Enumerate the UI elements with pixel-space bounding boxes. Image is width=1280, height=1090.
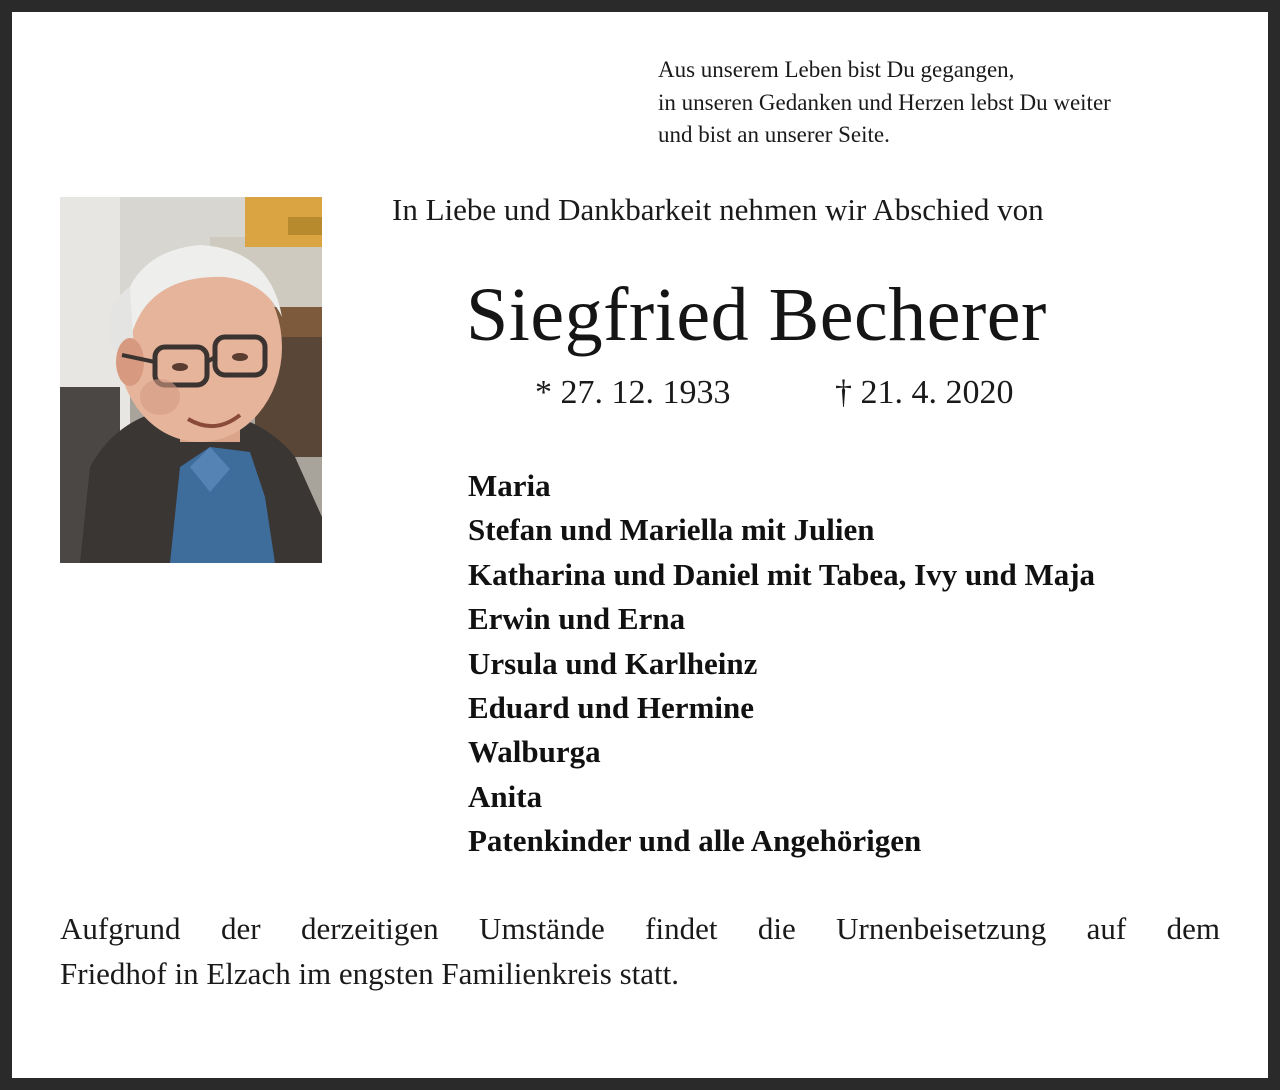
farewell-intro: In Liebe und Dankbarkeit nehmen wir Abschied von: [392, 192, 1044, 227]
mourner-entry: Walburga: [468, 734, 601, 770]
mourner-entry: Erwin und Erna: [468, 601, 686, 637]
death-date: † 21. 4. 2020: [835, 374, 1014, 411]
obituary-border-right: [1268, 0, 1280, 1090]
mourner-entry: Patenkinder und alle Angehörigen: [468, 823, 922, 859]
motto-line: Aus unserem Leben bist Du gegangen,: [658, 57, 1015, 82]
mourner-entry: Ursula und Karlheinz: [468, 645, 758, 681]
motto-line: und bist an unserer Seite.: [658, 122, 890, 147]
deceased-name: Siegfried Becherer: [466, 273, 1047, 357]
portrait-photo: [60, 197, 322, 563]
mourner-entry: Katharina und Daniel mit Tabea, Ivy und Maja: [468, 556, 1096, 592]
mourner-entry: Stefan und Mariella mit Julien: [468, 512, 875, 548]
mourner-entry: Maria: [468, 468, 551, 503]
motto-line: in unseren Gedanken und Herzen lebst Du weiter: [658, 89, 1111, 115]
mourner-entry: Eduard und Hermine: [468, 690, 754, 726]
mourners-list: [468, 464, 1258, 864]
mourner-entry: Anita: [468, 778, 543, 814]
motto-verse: [658, 54, 1248, 152]
burial-notice-line: Aufgrund der derzeitigen Umstände findet die Urnenbeisetzung auf dem: [60, 911, 1220, 946]
birth-date: * 27. 12. 1933: [535, 374, 731, 411]
burial-notice: [60, 906, 1220, 996]
burial-notice-line: Friedhof in Elzach im engsten Familienkreis statt.: [60, 956, 680, 991]
